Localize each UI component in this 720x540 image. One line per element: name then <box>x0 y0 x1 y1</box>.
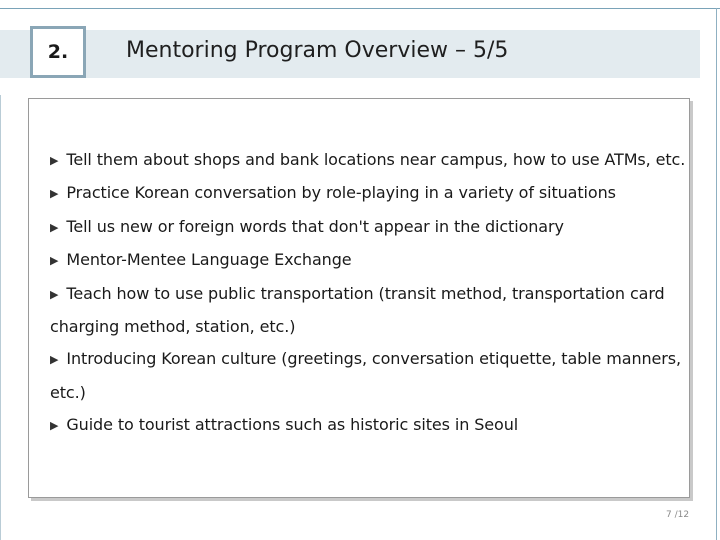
bullet-list <box>50 144 686 443</box>
top-frame-line <box>0 8 720 9</box>
right-frame-line <box>716 8 717 540</box>
bullet-item <box>50 144 686 177</box>
bullet-text: Practice Korean conversation by role-playing in a variety of situations <box>66 183 616 203</box>
bullet-text: Mentor-Mentee Language Exchange <box>66 250 352 270</box>
bullet-item <box>50 177 686 210</box>
triangle-bullet-icon: ▶ <box>50 187 59 201</box>
slide-title: Mentoring Program Overview – 5/5 <box>126 38 509 63</box>
bullet-item <box>50 211 686 244</box>
triangle-bullet-icon: ▶ <box>50 154 59 167</box>
triangle-bullet-icon: ▶ <box>50 419 59 433</box>
triangle-bullet-icon: ▶ <box>50 287 59 301</box>
bullet-text: Tell us new or foreign words that don't appear in the dictionary <box>66 216 564 236</box>
bullet-text: Guide to tourist attractions such as historic sites in Seoul <box>66 415 519 435</box>
bullet-item <box>50 343 686 409</box>
section-number: 2. <box>30 26 86 78</box>
bullet-item <box>50 244 686 277</box>
bullet-item <box>50 278 686 344</box>
triangle-bullet-icon: ▶ <box>50 353 59 367</box>
bullet-text: Introducing Korean culture (greetings, conversation etiquette, table manners, etc.) <box>50 349 682 402</box>
bullet-text: Tell them about shops and bank locations near campus, how to use ATMs, etc. <box>66 150 686 169</box>
page-number: 7 /12 <box>666 510 690 520</box>
left-frame-line <box>0 95 1 540</box>
bullet-text: Teach how to use public transportation (transit method, transportation card charging method, station, etc.) <box>50 283 665 337</box>
triangle-bullet-icon: ▶ <box>50 254 59 268</box>
bullet-item <box>50 409 686 442</box>
triangle-bullet-icon: ▶ <box>50 220 59 234</box>
